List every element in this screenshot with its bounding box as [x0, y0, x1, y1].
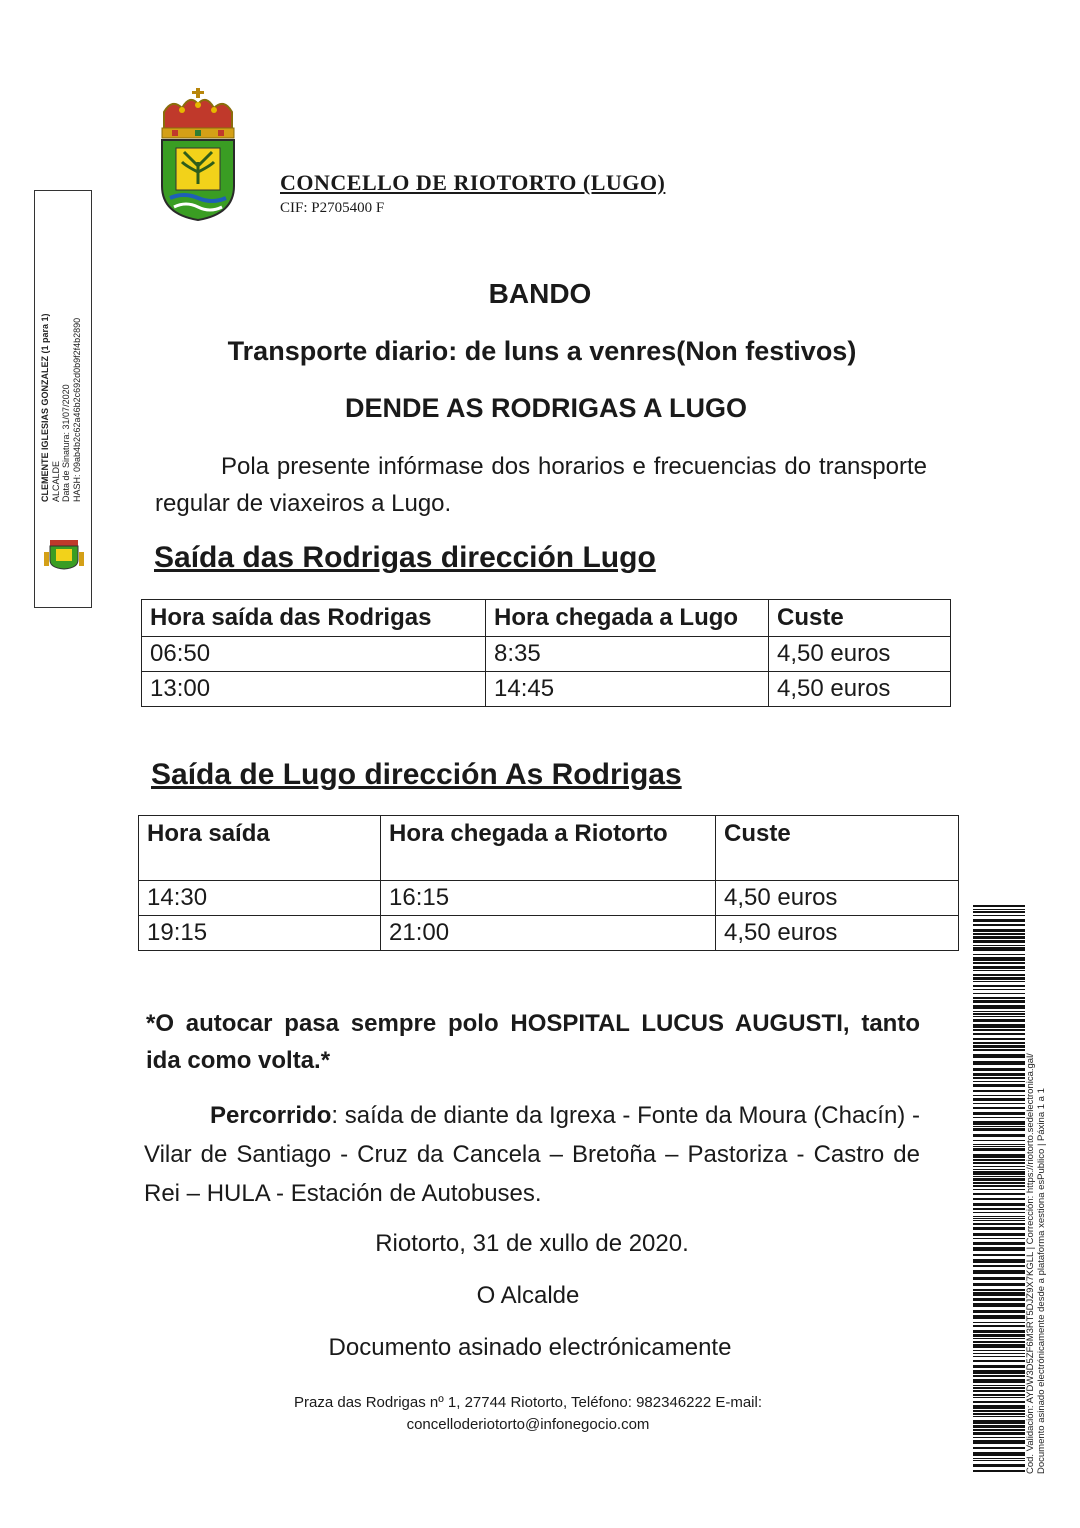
barcode-bar [973, 1154, 1025, 1158]
table-cell: 14:30 [139, 881, 381, 916]
column-header: Custe [769, 600, 951, 637]
section-title-outbound: Saída das Rodrigas dirección Lugo [154, 541, 656, 574]
validation-text [1025, 854, 1047, 1474]
barcode-bar [973, 1242, 1025, 1245]
barcode-bar [973, 915, 1025, 916]
barcode-bar [973, 929, 1025, 932]
barcode-bar [973, 919, 1025, 922]
barcode-bar [973, 954, 1025, 955]
barcode-bar [973, 1350, 1025, 1351]
barcode-bar [973, 1334, 1025, 1337]
barcode-bar [973, 1437, 1025, 1438]
barcode-bar [973, 1405, 1025, 1409]
barcode-bar [973, 1189, 1025, 1190]
table-cell: 19:15 [139, 916, 381, 951]
signer-role: ALCALDE [50, 460, 61, 502]
barcode-bar [973, 1425, 1025, 1428]
signer-title: O Alcalde [476, 1282, 580, 1309]
barcode-bar [973, 1356, 1025, 1357]
barcode-bar [973, 1169, 1025, 1170]
barcode-bar [973, 924, 1025, 926]
barcode-bar [973, 1171, 1025, 1175]
barcode-bar [973, 1077, 1025, 1079]
intro-paragraph: Pola presente infórmase dos horarios e frecuencias do transporte regular de viaxeiros a Lugo. [155, 453, 927, 517]
barcode-bar [973, 1322, 1025, 1323]
barcode-bar [973, 989, 1025, 990]
barcode-bar [973, 1338, 1025, 1339]
footer-address: Praza das Rodrigas nº 1, 27744 Riotorto, Teléfono: 982346222 E-mail: [294, 1394, 762, 1411]
barcode-bar [973, 1013, 1025, 1015]
barcode-bar [973, 1019, 1025, 1022]
barcode-bar [973, 940, 1025, 943]
table-row [139, 916, 959, 951]
table-cell: 4,50 euros [716, 881, 959, 916]
barcode-bar [973, 1049, 1025, 1051]
barcode-bar [973, 1432, 1025, 1435]
barcode-bar [973, 1107, 1025, 1109]
barcode-bar [973, 1103, 1025, 1104]
coat-of-arms-icon [158, 86, 238, 222]
barcode-bar [973, 1144, 1025, 1145]
barcode-icon [973, 905, 1025, 1473]
barcode-bar [973, 1016, 1025, 1017]
barcode-bar [973, 1166, 1025, 1167]
barcode-bar [973, 1159, 1025, 1161]
barcode-bar [973, 1029, 1025, 1031]
barcode-bar [973, 1162, 1025, 1164]
barcode-bar [973, 947, 1025, 951]
table-header-row [139, 816, 959, 881]
barcode-bar [973, 1315, 1025, 1319]
barcode-bar [973, 1447, 1025, 1449]
barcode-bar [973, 1042, 1025, 1044]
barcode-bar [973, 1310, 1025, 1313]
barcode-bar [973, 1233, 1025, 1236]
barcode-bar [973, 970, 1025, 971]
org-name: CONCELLO DE RIOTORTO (LUGO) [280, 170, 666, 195]
barcode-bar [973, 1370, 1025, 1374]
barcode-bar [973, 1134, 1025, 1137]
table-cell: 4,50 euros [716, 916, 959, 951]
barcode-bar [973, 1394, 1025, 1396]
barcode-bar [973, 1464, 1025, 1467]
barcode-bar [973, 911, 1025, 913]
table-row [139, 881, 959, 916]
place-and-date: Riotorto, 31 de xullo de 2020. [375, 1230, 689, 1257]
barcode-bar [973, 981, 1025, 982]
org-cif: CIF: P2705400 F [280, 200, 385, 216]
column-header: Hora saída [139, 816, 381, 881]
signature-hash: HASH: 09ab4b2c62a46b2c692d0b9f2f4b2890 [71, 317, 82, 502]
barcode-bar [973, 1024, 1025, 1028]
barcode-bar [973, 1283, 1025, 1286]
barcode-bar [973, 1238, 1025, 1239]
validation-code: Cod. Validación: AYDW3D5ZF6M3RT5DJZ9X7KGLL | Corrección: https://riotorto.sedelectronica.gal/ [1025, 1053, 1036, 1474]
barcode-bar [973, 1292, 1025, 1296]
table-cell: 21:00 [381, 916, 716, 951]
barcode-bar [973, 1265, 1025, 1267]
barcode-bar [973, 962, 1025, 964]
barcode-bar [973, 905, 1025, 907]
barcode-bar [973, 966, 1025, 969]
table-cell: 4,50 euros [769, 637, 951, 672]
barcode-bar [973, 1289, 1025, 1291]
barcode-bar [973, 1460, 1025, 1461]
barcode-bar [973, 1128, 1025, 1131]
return-schedule-table [138, 815, 959, 951]
table-row [142, 672, 951, 707]
route-title: DENDE AS RODRIGAS A LUGO [344, 393, 748, 423]
hospital-note: *O autocar pasa sempre polo HOSPITAL LUCUS AUGUSTI, tanto ida como volta.* [146, 1010, 920, 1074]
barcode-bar [973, 1011, 1025, 1012]
barcode-bar [973, 1440, 1025, 1444]
outbound-schedule-table [141, 599, 951, 707]
barcode-bar [973, 1045, 1025, 1048]
signature-date: Data de Sinatura: 31/07/2020 [61, 384, 71, 502]
barcode-bar [973, 1218, 1025, 1219]
barcode-bar [973, 1365, 1025, 1368]
barcode-bar [973, 1121, 1025, 1125]
barcode-bar [973, 1185, 1025, 1187]
barcode-bar [973, 1073, 1025, 1076]
document-type-title: BANDO [488, 278, 592, 309]
barcode-bar [973, 1298, 1025, 1301]
barcode-bar [973, 1470, 1025, 1472]
table-cell: 13:00 [142, 672, 486, 707]
barcode-bar [973, 1000, 1025, 1003]
barcode-bar [973, 1081, 1025, 1082]
stamp-crest-icon [42, 536, 86, 570]
barcode-bar [973, 945, 1025, 946]
footer-email: concelloderiotorto@infonegocio.com [406, 1416, 650, 1433]
barcode-bar [973, 1330, 1025, 1333]
barcode-bar [973, 1458, 1025, 1459]
route-details-paragraph [144, 1096, 920, 1213]
barcode-bar [973, 1140, 1025, 1141]
barcode-bar [973, 997, 1025, 999]
route-details-text: : saída de diante da Igrexa - Fonte da Moura (Chacín) - Vilar de Santiago - Cruz da Cancela – Bretoña – Pastoriza - Castro de Rei – HULA - Estación de Autobuses. [144, 1102, 920, 1207]
barcode-bar [973, 1084, 1025, 1087]
barcode-bar [973, 1360, 1025, 1362]
barcode-bar [973, 936, 1025, 939]
barcode-bar [973, 1095, 1025, 1096]
barcode-bar [973, 1375, 1025, 1377]
barcode-bar [973, 1341, 1025, 1343]
barcode-bar [973, 933, 1025, 935]
barcode-bar [973, 1420, 1025, 1424]
table-cell: 06:50 [142, 637, 486, 672]
barcode-bar [973, 1146, 1025, 1147]
barcode-bar [973, 1223, 1025, 1225]
barcode-bar [973, 1259, 1025, 1263]
section-title-return: Saída de Lugo dirección As Rodrigas [151, 758, 682, 791]
barcode-bar [973, 1148, 1025, 1151]
table-cell: 16:15 [381, 881, 716, 916]
validation-platform: Documento asinado electrónicamente desde a plataforma xestiona esPublico | Páxina 1 a 1 [1036, 1088, 1047, 1474]
barcode-bar [973, 1038, 1025, 1040]
barcode-bar [973, 1413, 1025, 1415]
barcode-bar [973, 1098, 1025, 1101]
barcode-bar [973, 1068, 1025, 1071]
barcode-bar [973, 1182, 1025, 1184]
barcode-bar [973, 1193, 1025, 1195]
barcode-bar [973, 1303, 1025, 1307]
column-header: Hora chegada a Riotorto [381, 816, 716, 881]
barcode-bar [973, 1416, 1025, 1417]
barcode-bar [973, 993, 1025, 994]
barcode-bar [973, 1452, 1025, 1456]
barcode-bar [973, 1390, 1025, 1392]
barcode-bar [973, 909, 1025, 910]
barcode-bar [973, 1198, 1025, 1200]
barcode-bar [973, 1387, 1025, 1389]
table-cell: 4,50 euros [769, 672, 951, 707]
signer-name: CLEMENTE IGLESIAS GONZALEZ (1 para 1) [40, 313, 50, 502]
barcode-bar [973, 1410, 1025, 1412]
barcode-bar [973, 957, 1025, 961]
barcode-bar [973, 1178, 1025, 1181]
barcode-bar [973, 1247, 1025, 1251]
barcode-bar [973, 1033, 1025, 1035]
barcode-bar [973, 1117, 1025, 1118]
barcode-bar [973, 1227, 1025, 1230]
barcode-bar [973, 1379, 1025, 1383]
barcode-bar [973, 1353, 1025, 1354]
column-header: Hora saída das Rodrigas [142, 600, 486, 637]
barcode-bar [973, 1254, 1025, 1256]
barcode-bar [973, 1270, 1025, 1274]
barcode-bar [973, 1216, 1025, 1217]
barcode-bar [973, 1090, 1025, 1092]
document-subtitle: Transporte diario: de luns a venres(Non festivos) [227, 336, 857, 366]
barcode-bar [973, 974, 1025, 976]
barcode-bar [973, 1061, 1025, 1065]
barcode-bar [973, 1176, 1025, 1177]
table-cell: 14:45 [486, 672, 769, 707]
barcode-bar [973, 1112, 1025, 1115]
barcode-bar [973, 985, 1025, 987]
barcode-bar [973, 1325, 1025, 1327]
barcode-bar [973, 1005, 1025, 1009]
table-cell: 8:35 [486, 637, 769, 672]
barcode-bar [973, 1212, 1025, 1213]
electronic-signature-note: Documento asinado electrónicamente [328, 1334, 732, 1361]
barcode-bar [973, 1277, 1025, 1280]
barcode-bar [973, 1220, 1025, 1221]
barcode-bar [973, 977, 1025, 980]
barcode-bar [973, 1429, 1025, 1431]
barcode-bar [973, 1401, 1025, 1403]
barcode-bar [973, 1208, 1025, 1210]
table-header-row [142, 600, 951, 637]
barcode-bar [973, 1385, 1025, 1386]
barcode-bar [973, 1344, 1025, 1348]
barcode-bar [973, 1397, 1025, 1398]
column-header: Custe [716, 816, 959, 881]
table-row [142, 637, 951, 672]
barcode-bar [973, 1054, 1025, 1058]
route-details-label: Percorrido [210, 1102, 332, 1129]
column-header: Hora chegada a Lugo [486, 600, 769, 637]
barcode-bar [973, 1203, 1025, 1206]
barcode-bar [973, 1126, 1025, 1127]
